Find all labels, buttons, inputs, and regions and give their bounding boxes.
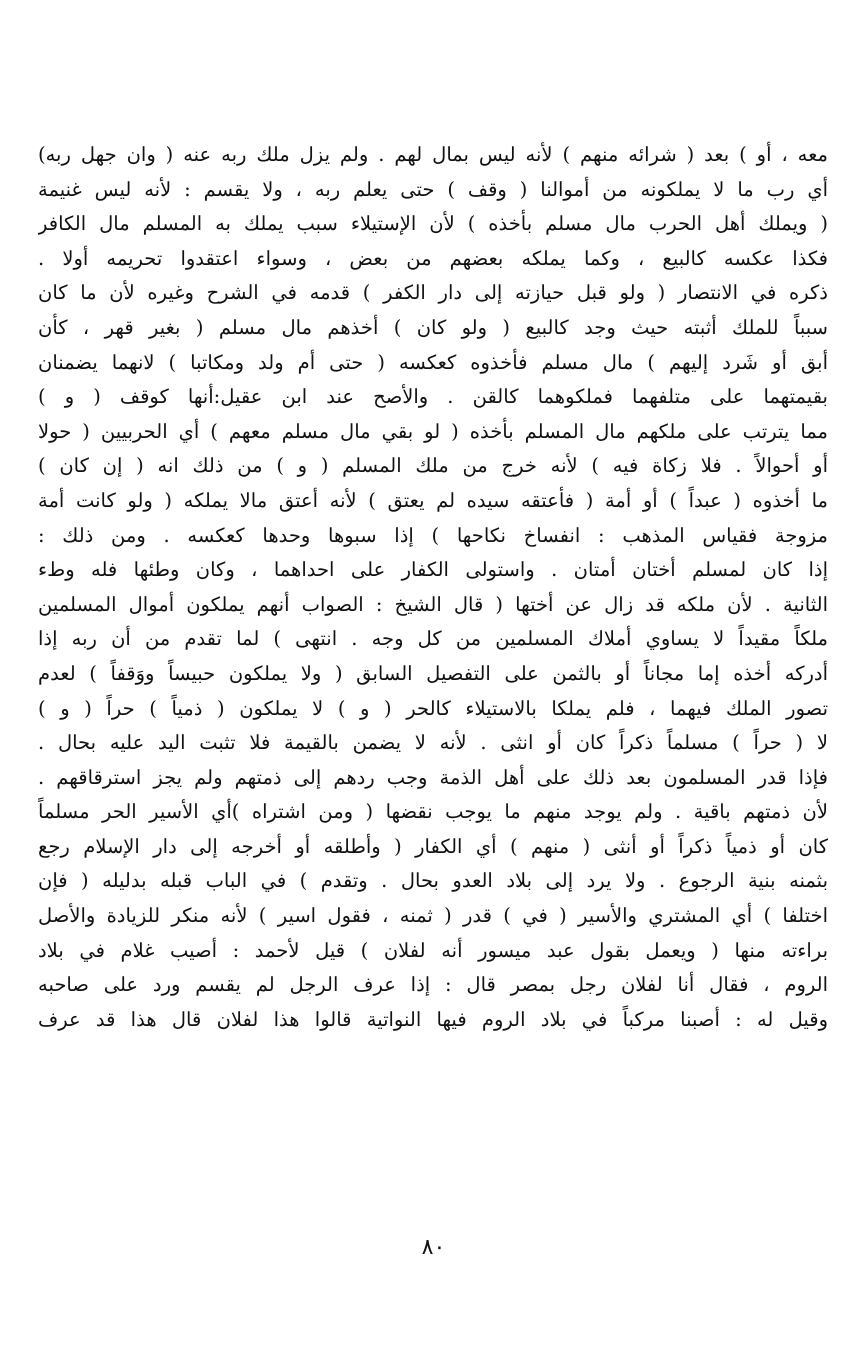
text-line: أبق أو شَرد إليهم ) مال مسلم فأخذوه كعكسه ( حتى أم ولد ومكاتبا ) لانهما يضمنان: [38, 350, 828, 374]
text-line: الروم ، فقال أنا لفلان رجل بمصر قال : إذا عرف الرجل لم يقسم ورد على صاحبه: [38, 973, 828, 997]
text-line: فكذا عكسه كالبيع ، وكما يملكه بعضهم من بعض ، وسواء اعتقدوا تحريمه أولا .: [38, 246, 828, 270]
text-line: أي رب ما لا يملكونه من أموالنا ( وقف ) حتى يعلم ربه ، ولا يقسم : لأنه ليس غنيمة: [38, 177, 828, 201]
text-line: فإذا قدر المسلمون بعد ذلك على أهل الذمة وجب ردهم إلى ذمتهم ولم يجز استرقاقهم .: [38, 765, 828, 789]
text-line: إذا كان لمسلم أختان أمتان . واستولى الكفار على احداهما ، وكان وطئها فله وطء: [38, 558, 828, 582]
text-line: مزوجة فقياس المذهب : انفساخ نكاحها ) إذا سبوها وحدها كعكسه . ومن ذلك :: [38, 523, 828, 547]
text-line: اختلفا ) أي المشتري والأسير ( في ) قدر ( ثمنه ، فقول اسير ) لأنه منكر للزيادة والأصل: [38, 904, 828, 928]
text-line: الثانية . لأن ملكه قد زال عن أختها ( قال الشيخ : الصواب أنهم يملكون أموال المسلمين: [38, 592, 828, 616]
text-line: بثمنه بنية الرجوع . ولا يرد إلى بلاد العدو بحال . وتقدم ) في الباب قبله بدليله ( فإن: [38, 869, 828, 893]
text-line: ملكاً مقيداً لا يساوي أملاك المسلمين من كل وجه . انتهى ) لما تقدم من أن ربه إذا: [38, 627, 828, 651]
text-line: أدركه أخذه إما مجاناً أو بالثمن على التفصيل السابق ( ولا يملكون حبيساً ووَقفاً ) لعدم: [38, 661, 828, 685]
text-line: أو أحوالاً . فلا زكاة فيه ) لأنه خرج من ملك المسلم ( و ) من ذلك انه ( إن كان ): [38, 454, 828, 478]
text-line: بقيمتهما على متلفهما فملكوهما كالقن . والأصح عند ابن عقيل:أنها كوقف ( و ): [38, 385, 828, 409]
body-text: [38, 138, 828, 1037]
text-line: ذكره في الانتصار ( ولو قبل حيازته إلى دار الكفر ) قدمه في الشرح وغيره لأن ما كان: [38, 281, 828, 305]
page-number: ٨٠: [421, 1235, 446, 1260]
text-line: معه ، أو ) بعد ( شرائه منهم ) لأنه ليس بمال لهم . ولم يزل ملك ربه عنه ( وان جهل ربه): [38, 143, 828, 166]
text-line: لأن ذمتهم باقية . ولم يوجد منهم ما يوجب نقضها ( ومن اشتراه )أي الأسير الحر مسلماً: [38, 800, 828, 824]
text-line: ما أخذوه ( عبداً ) أو أمة ( فأعتقه سيده لم يعتق ) لأنه أعتق مالا يملكه ( ولو كانت أمة: [38, 488, 828, 512]
text-line: لا ( حراً ) مسلماً ذكراً كان أو انثى . لأنه لا يضمن بالقيمة فلا تثبت اليد عليه بحال .: [38, 731, 828, 755]
text-line: مما يترتب على ملكهم مال المسلم بأخذه ( لو بقي مال مسلم معهم ) أي الحربيين ( حولا: [38, 419, 828, 443]
text-line: وقيل له : أصبنا مركباً في بلاد الروم فيها النواتية قالوا هذا لفلان قال هذا قد عرف: [38, 1007, 828, 1031]
text-line: تصور الملك فيهما ، فلم يملكا بالاستيلاء كالحر ( و ) لا يملكون ( ذمياً ) حراً ( و ): [38, 696, 828, 720]
text-line: براءته منها ( ويعمل بقول عبد ميسور أنه لفلان ) قيل لأحمد : أصيب غلام في بلاد: [38, 938, 828, 962]
text-line: ( ويملك أهل الحرب مال مسلم بأخذه ) لأن الإستيلاء سبب يملك به المسلم مال الكافر: [38, 212, 828, 236]
text-line: كان أو ذمياً ذكراً أو أنثى ( منهم ) أي الكفار ( وأطلقه أو أخرجه إلى دار الإسلام رجع: [38, 834, 828, 858]
text-line: سبباً للملك أثبته حيث وجد كالبيع ( ولو كان ) أخذهم مال مسلم ( بغير قهر ، كأن: [38, 315, 828, 339]
